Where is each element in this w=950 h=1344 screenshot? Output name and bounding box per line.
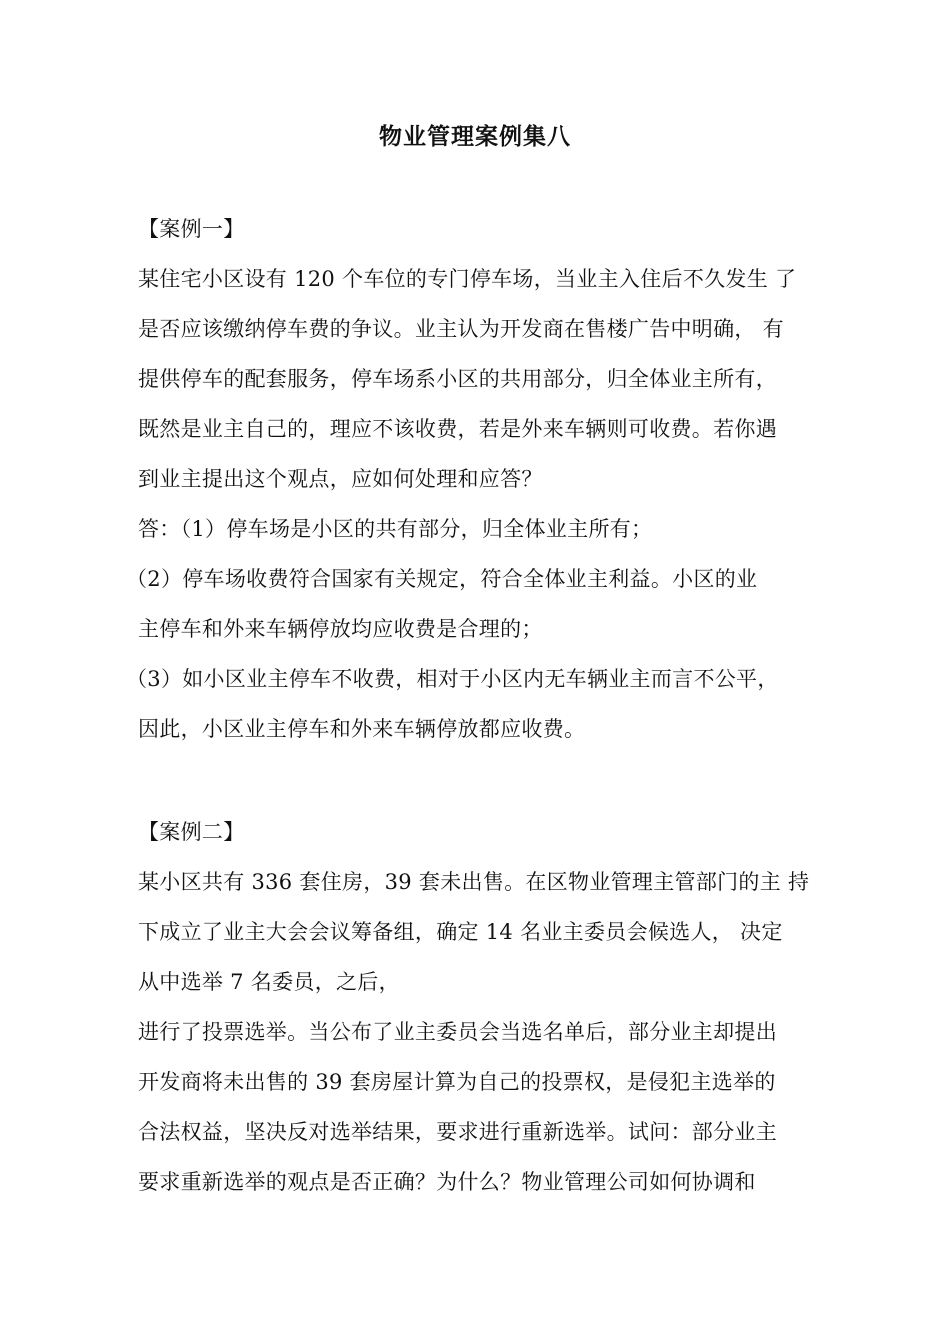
- case-two-line: 从中选举 7 名委员，之后，: [138, 970, 400, 994]
- case-two-line: 下成立了业主大会会议筹备组，确定 14 名业主委员会候选人， 决定: [138, 920, 783, 944]
- case-one-answer-line: 因此，小区业主停车和外来车辆停放都应收费。: [138, 717, 586, 741]
- case-one-answer-line: 主停车和外来车辆停放均应收费是合理的；: [138, 617, 543, 641]
- case-two-line: 某小区共有 336 套住房，39 套未出售。在区物业管理主管部门的主 持: [138, 870, 810, 894]
- case-one-answer-line: 答：（1）停车场是小区的共有部分，归全体业主所有；: [138, 517, 653, 541]
- case-two-line: 要求重新选举的观点是否正确？为什么？物业管理公司如何协调和: [138, 1170, 756, 1194]
- case-one-line: 到业主提出这个观点，应如何处理和应答？: [138, 467, 543, 491]
- case-one-answer-line: （3）如小区业主停车不收费，相对于小区内无车辆业主而言不公平，: [126, 667, 779, 691]
- case-one-line: 是否应该缴纳停车费的争议。业主认为开发商在售楼广告中明确， 有: [138, 317, 784, 341]
- case-one-line: 提供停车的配套服务，停车场系小区的共用部分，归全体业主所有，: [138, 367, 777, 391]
- case-one-answer-line: （2）停车场收费符合国家有关规定，符合全体业主利益。小区的业: [126, 567, 758, 591]
- case-one-line: 某住宅小区设有 120 个车位的专门停车场，当业主入住后不久发生 了: [138, 267, 797, 291]
- case-two-line: 合法权益，坚决反对选举结果，要求进行重新选举。试问：部分业主: [138, 1120, 777, 1144]
- case-two-heading: 【案例二】: [138, 820, 245, 844]
- case-two-line: 进行了投票选举。当公布了业主委员会当选名单后，部分业主却提出: [138, 1020, 777, 1044]
- document-title: 物业管理案例集八: [379, 123, 571, 150]
- case-one-heading: 【案例一】: [138, 217, 245, 241]
- case-one-line: 既然是业主自己的，理应不该收费，若是外来车辆则可收费。若你遇: [138, 417, 777, 441]
- case-two-line: 开发商将未出售的 39 套房屋计算为自己的投票权，是侵犯主选举的: [138, 1070, 776, 1094]
